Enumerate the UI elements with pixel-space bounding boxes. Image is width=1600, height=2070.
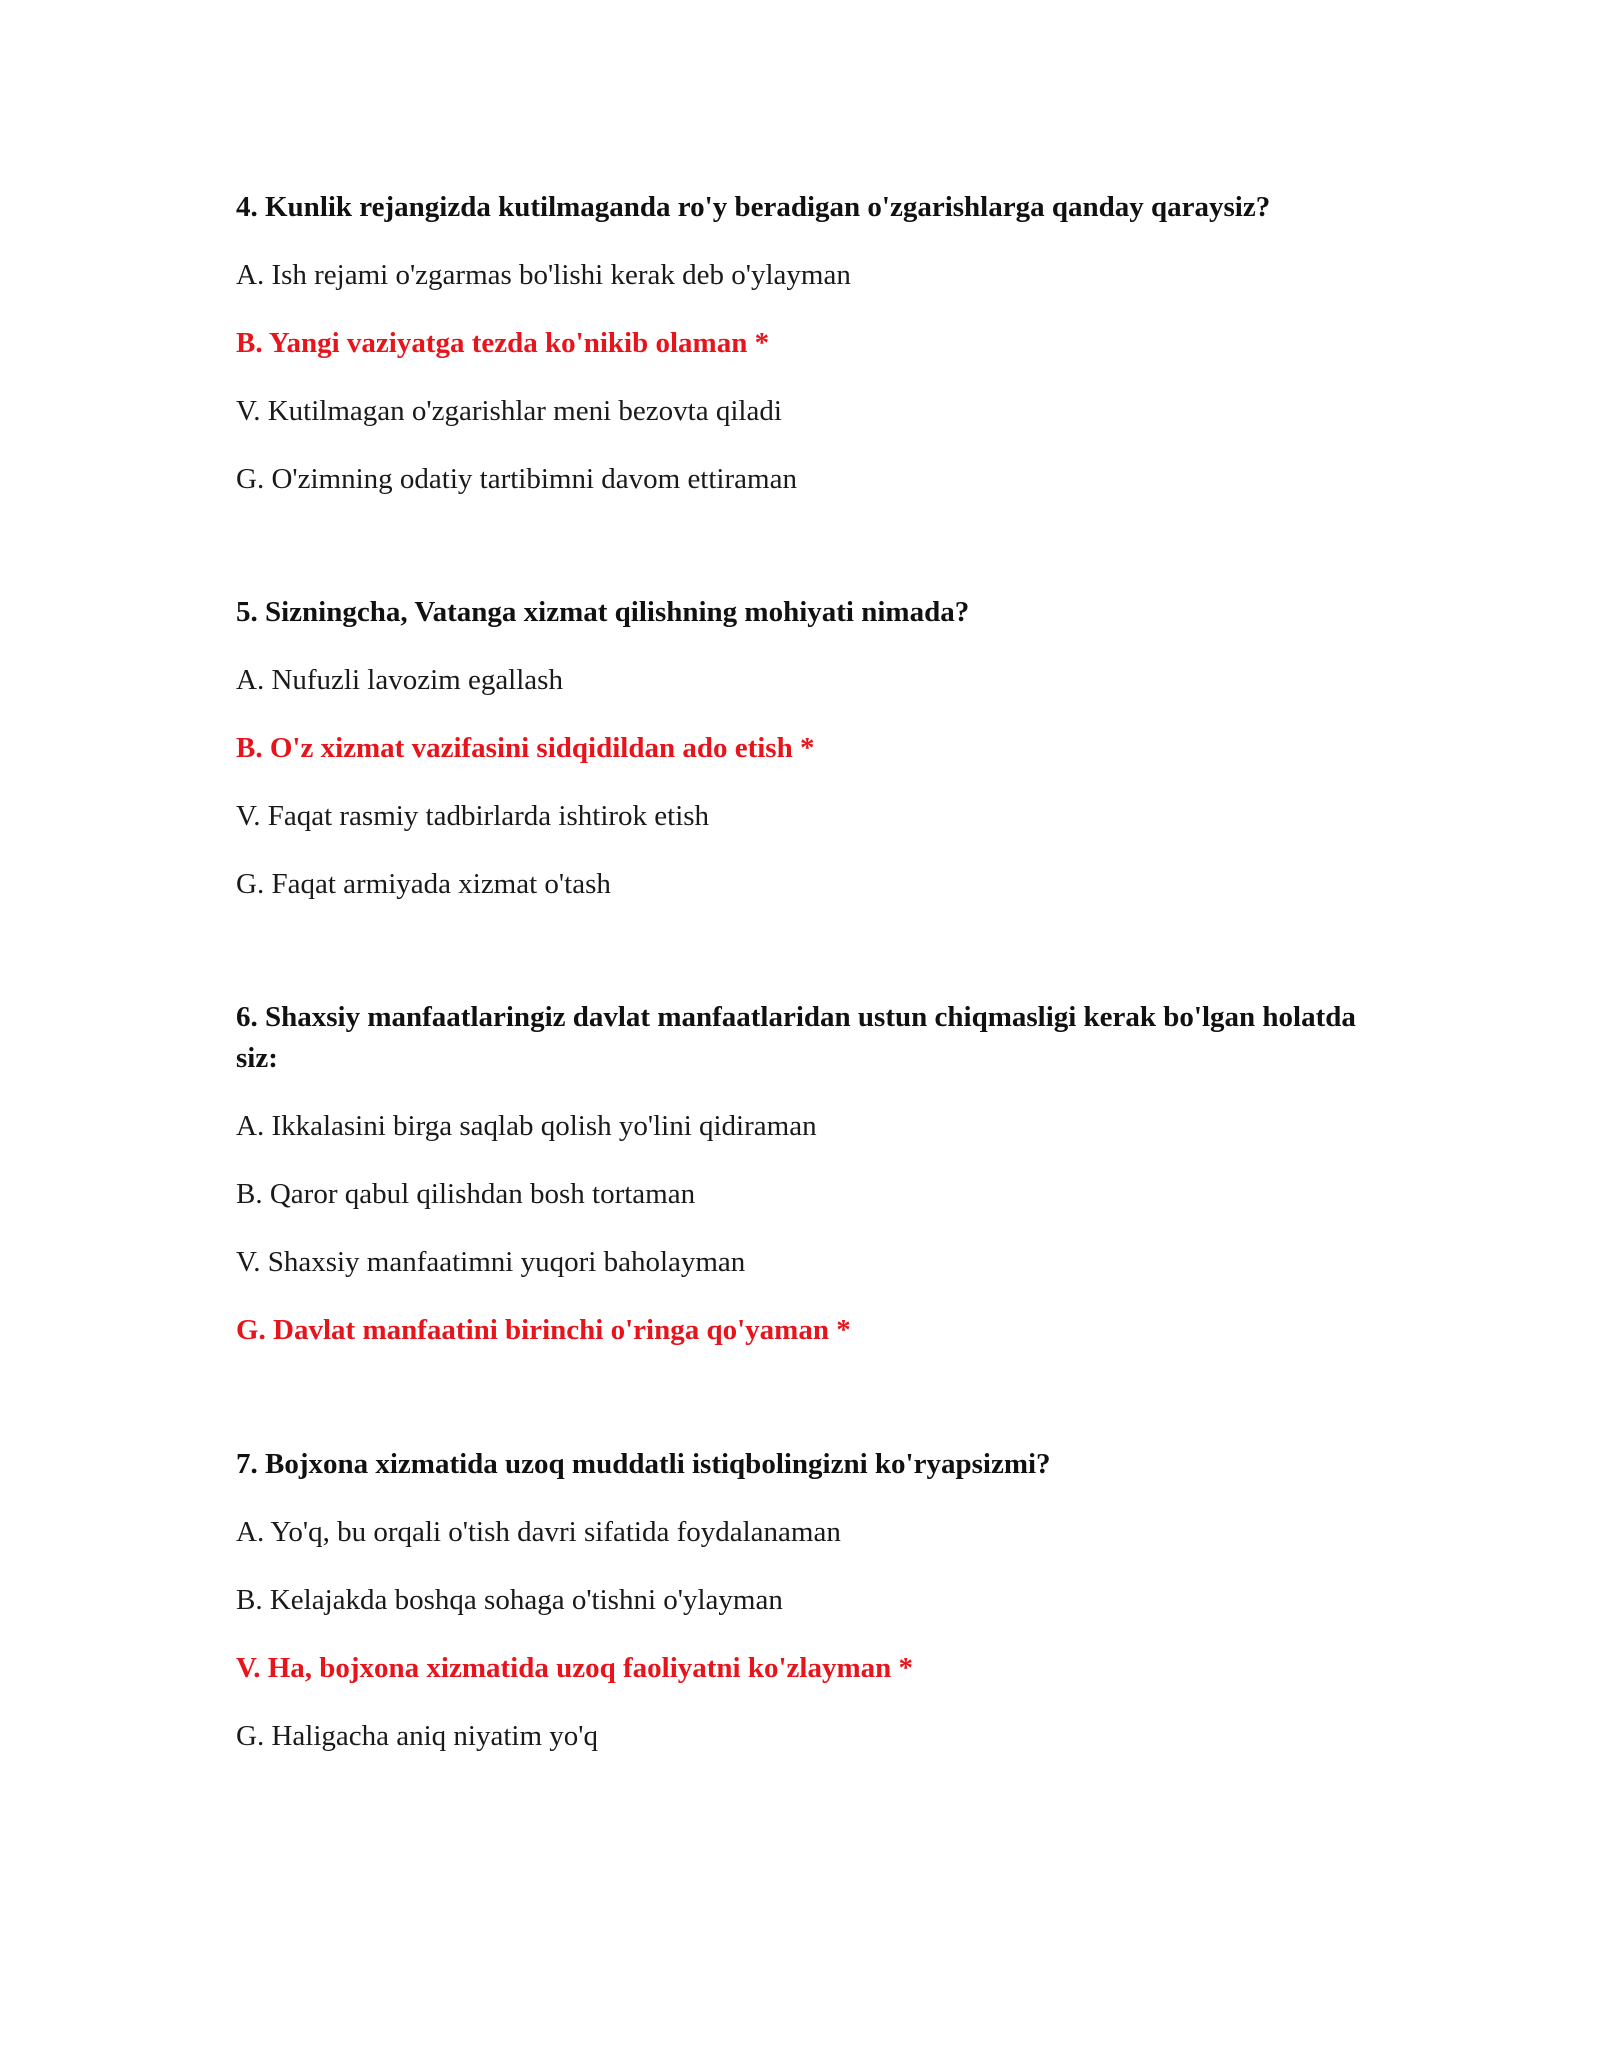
answer-option-b: B. Kelajakda boshqa sohaga o'tishni o'ylayman: [236, 1584, 783, 1616]
answer-option-g: G. Haligacha aniq niyatim yo'q: [236, 1720, 598, 1752]
question-text: 5. Sizningcha, Vatanga xizmat qilishning mohiyati nimada?: [236, 596, 970, 628]
answer-option-a: A. Yo'q, bu orqali o'tish davri sifatida foydalanaman: [236, 1516, 841, 1548]
question-text: 7. Bojxona xizmatida uzoq muddatli istiqbolingizni ko'ryapsizmi?: [236, 1448, 1051, 1480]
answer-option-v-correct: V. Ha, bojxona xizmatida uzoq faoliyatni ko'zlayman *: [236, 1652, 913, 1684]
answer-option-a: A. Nufuzli lavozim egallash: [236, 664, 563, 696]
question-block-4: [236, 187, 1376, 500]
answer-option-b-correct: B. Yangi vaziyatga tezda ko'nikib olaman *: [236, 327, 770, 359]
question-block-5: [236, 592, 1376, 905]
answer-option-g: G. Faqat armiyada xizmat o'tash: [236, 868, 611, 900]
answer-option-g-correct: G. Davlat manfaatini birinchi o'ringa qo'yaman *: [236, 1314, 851, 1346]
question-text: 6. Shaxsiy manfaatlaringiz davlat manfaatlaridan ustun chiqmasligi kerak bo'lgan holatda siz:: [236, 1001, 1356, 1074]
answer-option-b-correct: B. O'z xizmat vazifasini sidqidildan ado etish *: [236, 732, 815, 764]
answer-option-b: B. Qaror qabul qilishdan bosh tortaman: [236, 1178, 696, 1210]
answer-option-a: A. Ish rejami o'zgarmas bo'lishi kerak deb o'ylayman: [236, 259, 851, 291]
answer-option-a: A. Ikkalasini birga saqlab qolish yo'lini qidiraman: [236, 1110, 817, 1142]
question-block-7: [236, 1444, 1376, 1757]
question-block-6: [236, 997, 1376, 1351]
answer-option-g: G. O'zimning odatiy tartibimni davom ettiraman: [236, 463, 797, 495]
answer-option-v: V. Faqat rasmiy tadbirlarda ishtirok etish: [236, 800, 710, 832]
answer-option-v: V. Kutilmagan o'zgarishlar meni bezovta qiladi: [236, 395, 782, 427]
answer-option-v: V. Shaxsiy manfaatimni yuqori baholayman: [236, 1246, 746, 1278]
question-text: 4. Kunlik rejangizda kutilmaganda ro'y beradigan o'zgarishlarga qanday qaraysiz?: [236, 191, 1271, 223]
